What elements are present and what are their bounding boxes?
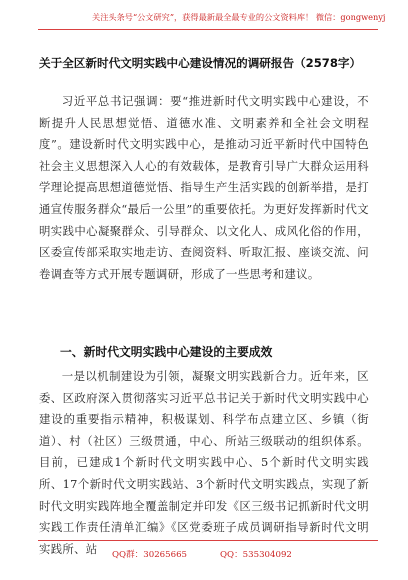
section-heading: 一、新时代文明实践中心建设的主要成效: [60, 345, 273, 359]
header-divider: [38, 29, 378, 30]
footer-qq-number: QQ：535304092: [220, 550, 292, 560]
paragraph-achievements: 一是以机制建设为引领，凝聚文明实践新合力。近年来，区委、区政府深入贯彻落实习近平总书记关于新时代文明实践中心建设的重要指示精神，积极谋划、科学布点建立区、乡镇（街道）、村（社区）三级贯通，中心、所站三级联动的组织体系。目前，已建成1个新时代文明实践中心、5个新时代文明实践所、17个新时代文明实践站、3个新时代文明实践点，实现了新时代文明实践阵地全覆盖制定并印发《区三级书记抓新时代文明实践工作责任清单汇编》《区党委班子成员调研指导新时代文明实践所、站: [39, 369, 369, 556]
document-title: 关于全区新时代文明实践中心建设情况的调研报告（2578字）: [39, 56, 362, 70]
footer-divider: [38, 540, 378, 541]
paragraph-intro: 习近平总书记强调：要“推进新时代文明实践中心建设，不断提升人民思想觉悟、道德水准、文明素养和全社会文明程度”。建设新时代文明实践中心，是推动习近平新时代中国特色社会主义思想深入人心的有效载体，是教育引导广大群众运用科学理论提高思想道德觉悟、指导生产生活实践的创新举措，是打通宣传服务群众“最后一公里”的重要依托。为更好发挥新时代文明实践中心凝聚群众、引导群众、以文化人、成风化俗的作用，区委宣传部采取实地走访、查阅资料、听取汇报、座谈交流、问卷调查等方式开展专题调研，形成了一些思考和建议。: [39, 94, 369, 281]
header-banner: 关注头条号“公文研究”，获得最新最全最专业的公文资料库！ 微信：gongwenyj: [92, 12, 386, 22]
header-bar: [0, 0, 408, 40]
footer-qq-group: QQ群：30265665: [112, 550, 188, 560]
footer-bar: [0, 546, 408, 566]
